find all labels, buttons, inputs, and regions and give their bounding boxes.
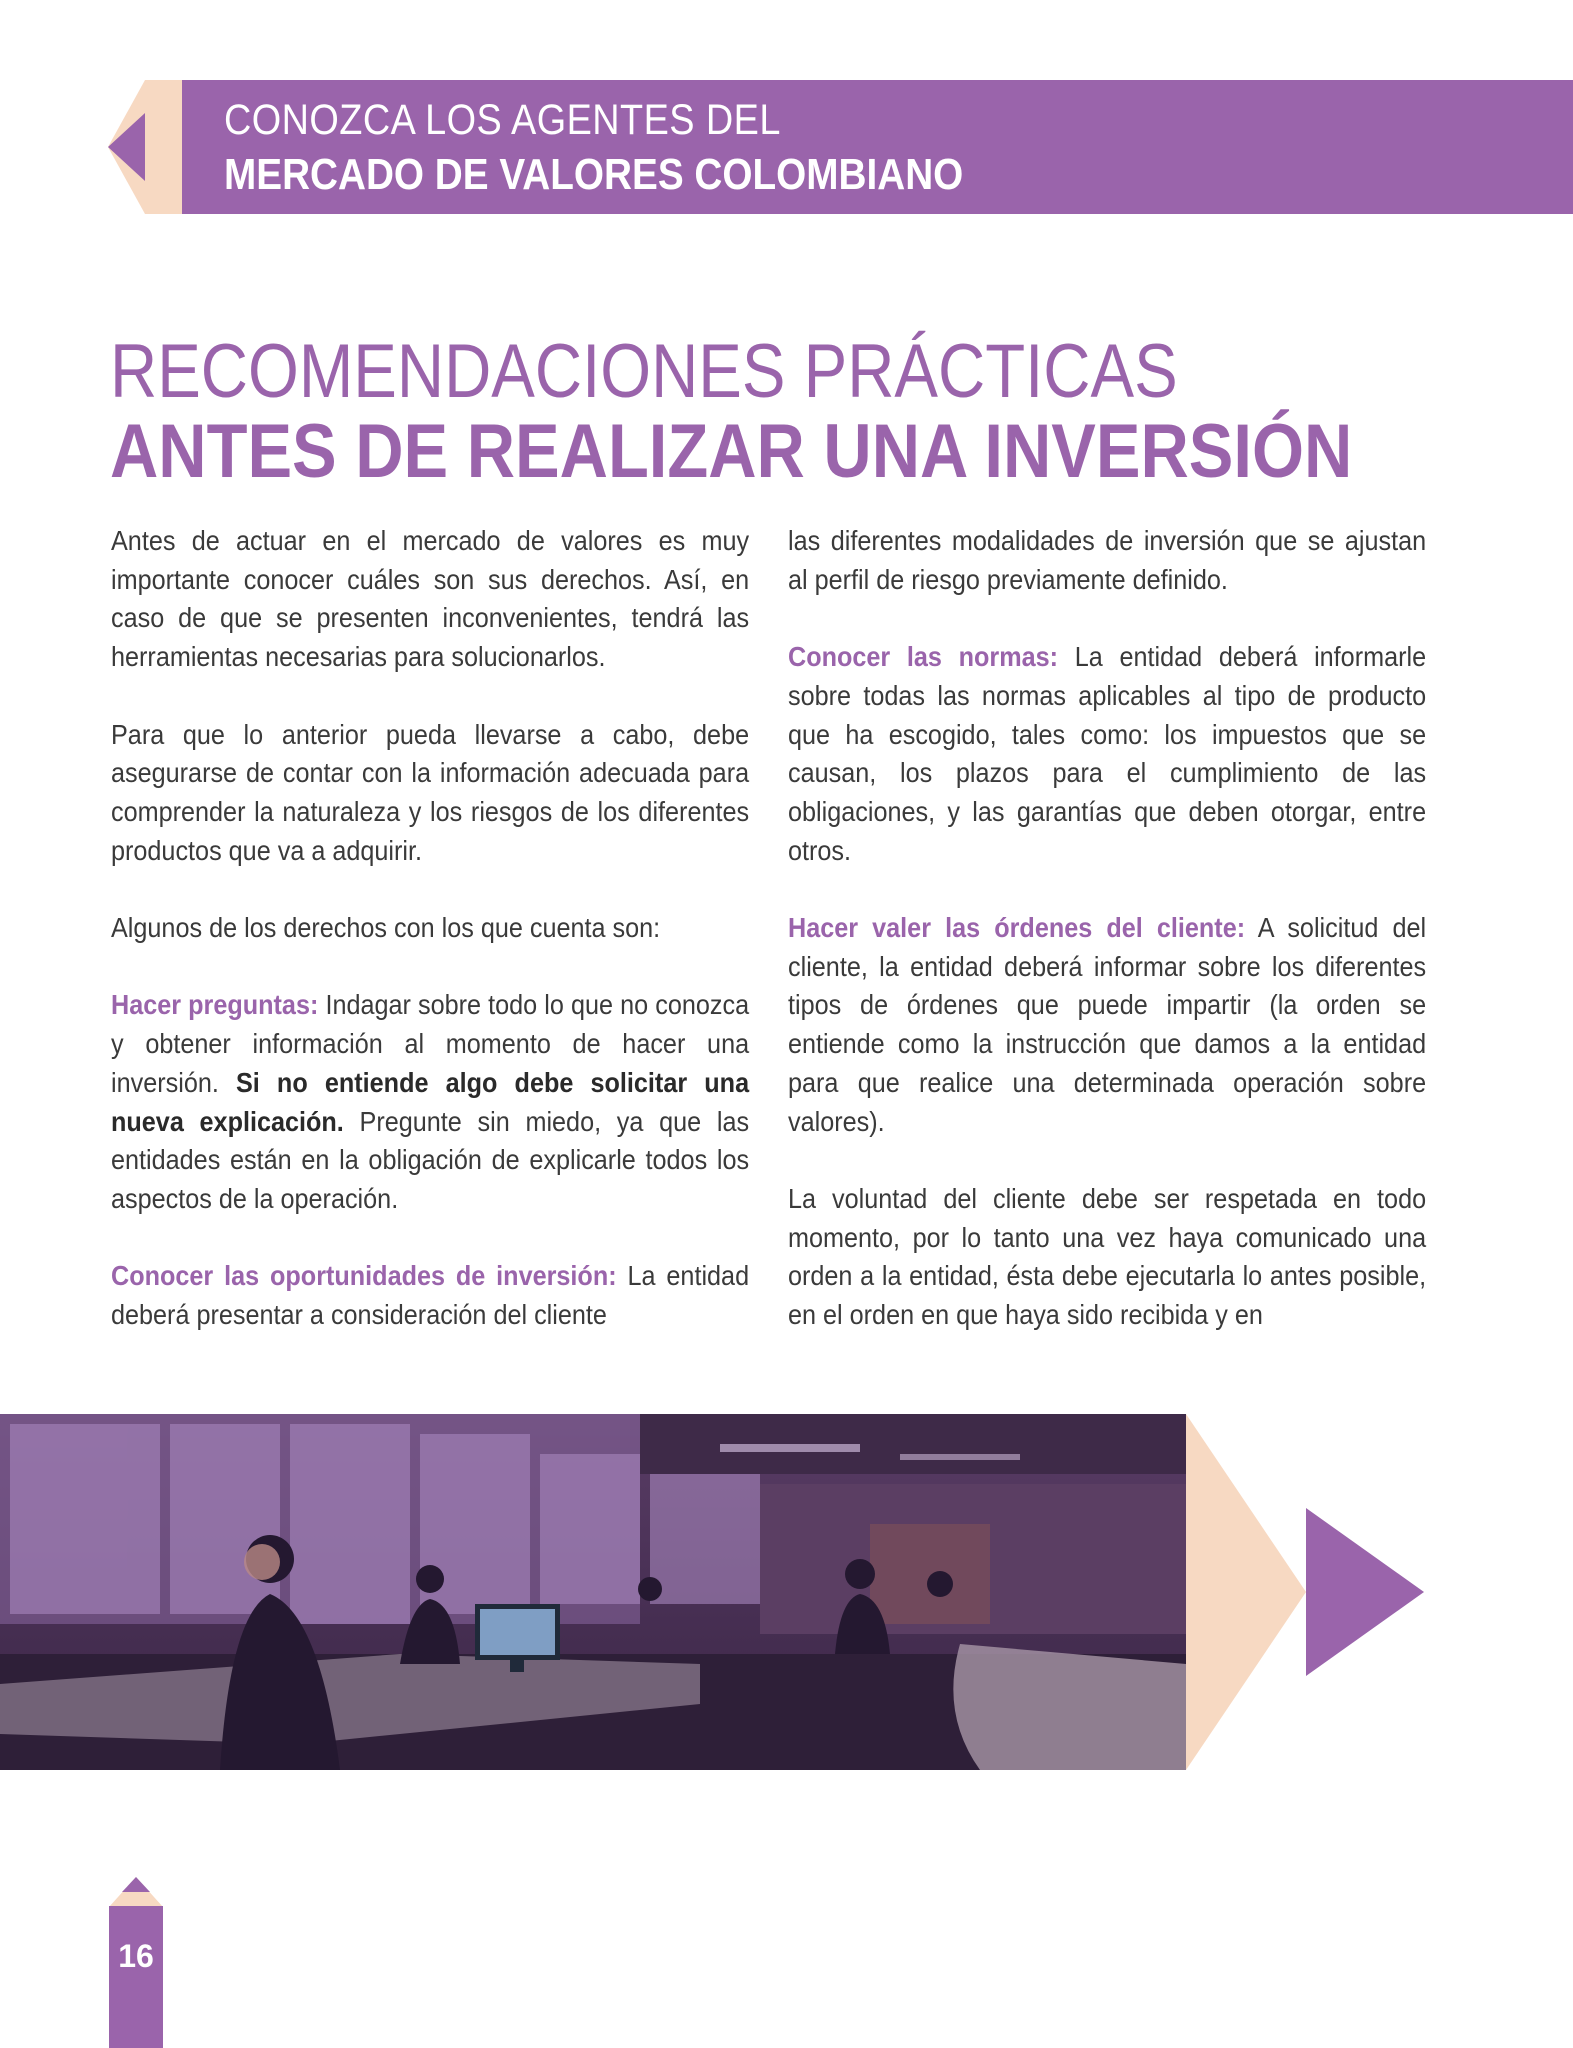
paragraph-modalidades: las diferentes modalidades de inversión que se ajustan al perfil de riesgo previamente definido.	[788, 525, 1427, 595]
paragraph-intro: Antes de actuar en el mercado de valores es muy importante conocer cuáles son sus derechos. Así, en caso de que se presenten inconvenientes, tendrá las herramientas necesarias para solucionarlos.	[111, 525, 750, 673]
text-oportunidades: La entidad deberá presentar a consideración del cliente	[111, 1260, 750, 1330]
photo-arrow-icon	[1306, 1508, 1424, 1676]
page-title-line-1: RECOMENDACIONES PRÁCTICAS	[110, 329, 1178, 414]
left-column	[111, 522, 749, 1335]
office-photo	[0, 1414, 1186, 1770]
paragraph-normas	[788, 638, 1426, 870]
right-column	[788, 522, 1426, 1335]
office-photo-illustration	[0, 1414, 1186, 1770]
paragraph-information: Para que lo anterior pueda llevarse a cabo, debe asegurarse de contar con la información adecuada para comprender la naturaleza y los riesgos de los diferentes productos que va a adquirir.	[111, 718, 750, 866]
text-hacer-preguntas-1: Indagar sobre todo lo que no conozca y obtener información al momento de hacer una inversión.	[111, 989, 750, 1098]
text-hacer-preguntas-bold: Si no entiende algo debe solicitar una nueva explicación.	[111, 1066, 750, 1137]
page-number-tip-icon	[122, 1877, 150, 1892]
text-ordenes: A solicitud del cliente, la entidad deberá informar sobre los diferentes tipos de órdenes que puede impartir (la orden se entiende como la instrucción que damos a la entidad para que realice una determinada operación sobre valores).	[788, 912, 1427, 1137]
page-number: 16	[118, 1938, 154, 1974]
heading-ordenes: Hacer valer las órdenes del cliente:	[788, 912, 1246, 943]
paragraph-rights-intro: Algunos de los derechos con los que cuenta son:	[111, 912, 661, 943]
header-arrow-icon	[108, 113, 145, 181]
page-number-tab	[109, 1906, 163, 2048]
header-banner-peach-stripe	[145, 80, 183, 214]
photo-frame-peach	[1186, 1414, 1306, 1770]
heading-oportunidades: Conocer las oportunidades de inversión:	[111, 1260, 617, 1292]
page-title-line-2: ANTES DE REALIZAR UNA INVERSIÓN	[110, 409, 1353, 494]
header-line-2: MERCADO DE VALORES COLOMBIANO	[224, 150, 964, 199]
paragraph-ordenes	[788, 909, 1426, 1141]
paragraph-hacer-preguntas	[111, 986, 749, 1218]
heading-hacer-preguntas: Hacer preguntas:	[111, 989, 319, 1021]
text-hacer-preguntas-2: Pregunte sin miedo, ya que las entidades están en la obligación de explicarle todos los aspectos de la operación.	[111, 1105, 750, 1214]
paragraph-oportunidades	[111, 1257, 749, 1334]
heading-normas: Conocer las normas:	[788, 641, 1059, 673]
text-normas: La entidad deberá informarle sobre todas las normas aplicables al tipo de producto que ha escogido, tales como: los impuestos que se causan, los plazos para el cumplimiento de las obligaciones, y las garantías que deben otorgar, entre otros.	[788, 641, 1427, 866]
paragraph-voluntad: La voluntad del cliente debe ser respetada en todo momento, por lo tanto una vez haya comunicado una orden a la entidad, ésta debe ejecutarla lo antes posible, en el orden en que haya sido recibida y en	[788, 1182, 1427, 1331]
header-line-1: CONOZCA LOS AGENTES DEL	[224, 96, 781, 144]
